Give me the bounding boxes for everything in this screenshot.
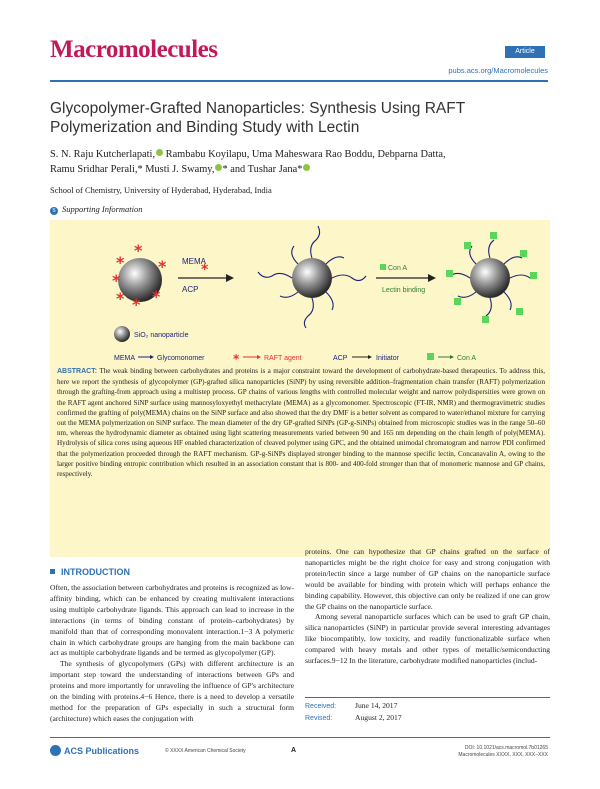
supporting-info-label: Supporting Information (62, 204, 143, 214)
revised-label: Revised: (305, 715, 333, 722)
acs-logo-icon (50, 745, 61, 756)
intro-paragraph: proteins. One can hypothesize that GP chains grafted on the surface of nanoparticles might be the right choice for easy and strong conjugation with protein/lectin since a large number of GP chains on the nanoparticle surface would be available for binding with protein which will perhaps enhance the binding capability. However, this objective can only be realized if one can grow the GP chains on the nanoparticle surface. (305, 547, 550, 611)
revised-date: August 2, 2017 (355, 713, 402, 722)
toc-cona-label: Con A (388, 265, 408, 272)
svg-text:*: * (233, 352, 240, 365)
toc-mema-label: MEMA (182, 257, 206, 266)
journal-url[interactable]: pubs.acs.org/Macromolecules (448, 66, 548, 75)
legend-glycomonomer: Glycomonomer (157, 355, 205, 362)
footer-rule (50, 737, 550, 738)
affiliation: School of Chemistry, University of Hyderabad, Hyderabad, India (50, 185, 272, 195)
received-dates (305, 700, 550, 724)
svg-text:*: * (152, 287, 161, 306)
author-line1b: Rambabu Koyilapu, Uma Maheswara Rao Boddu, Debparna Datta, (163, 149, 446, 160)
abstract-text (57, 366, 545, 479)
svg-text:*: * (158, 257, 167, 276)
section-heading-introduction (50, 567, 130, 577)
supporting-info-link[interactable] (50, 204, 143, 215)
author-list (50, 147, 550, 177)
svg-text:*: * (116, 289, 125, 308)
acs-publications-logo[interactable] (50, 745, 139, 756)
svg-text:*: * (201, 262, 209, 278)
legend-raft: RAFT agent (264, 355, 302, 362)
intro-paragraph: Often, the association between carbohydrates and proteins is recognized as low-affinity binding, which can be enhanced by creating multivalent interactions using multiple carbohydrate ligands. This approach can lead to increase in the interactions (in terms of binding constant of protein–carbohydrates) by manifold than that of corresponding monovalent interaction.1−3 A polymeric chain in which carbohydrate groups are hanging from the main backbone can act as multiple carbohydrate ligands and be termed as glycopolymer (GP). (50, 583, 294, 658)
received-label: Received: (305, 703, 337, 710)
page-number: A (291, 747, 297, 754)
toc-acp-label: ACP (182, 285, 199, 294)
legend-initiator: Initiator (376, 355, 399, 362)
article-badge: Article (505, 46, 545, 58)
section-heading-label: INTRODUCTION (61, 567, 130, 577)
author-line2: Ramu Sridhar Perali, (50, 164, 138, 175)
legend-cona: Con A (457, 355, 477, 362)
intro-paragraph: The synthesis of glycopolymers (GPs) with different architecture is an important step toward the understanding of interactions between GPs and proteins and more importantly for unraveling the influence of GP's architecture on the binding with proteins.4−6 Hence, there is a need to develop a versatile method for the preparation of GPs especially in such a structural form (architecture) which eases the conjugation with (50, 659, 294, 723)
toc-lectin-label: Lectin binding (382, 287, 426, 294)
doi-block (458, 745, 548, 759)
legend-acp: ACP (333, 355, 348, 362)
toc-graphic (50, 220, 550, 365)
publisher-name: ACS Publications (64, 746, 140, 756)
abstract-body: The weak binding between carbohydrates and proteins is a major constraint toward the development of carbohydrate-based therapeutics. To address this, here we report the synthesis of glycopolymer (GP)-grafted silica nanoparticles (SiNP) by using reversible addition–fragmentation chain transfer (RAFT) polymerization through the grafting-from approach using a multistep process. GP chains of various lengths with controlled molecular weight and narrow polydispersities were grown on the RAFT agent anchored SiNP surface using mannosyloxyethyl methacrylate (MEMA) as a glycomonomer. Spectroscopic (FT-IR, NMR) and thermogravimetric studies confirmed the grafting of poly(MEMA) chains on the SiNP surface and also showed that the dry DMF is a better solvent as compared to water/ethanol mixture for carrying out the MEMA polymerization on SiNP surface. The mean diameter of the dry GP-grafted SiNPs (GP-g-SiNPs) obtained from microscopic studies was in the range 50–60 nm, whereas the hydrodynamic diameter as obtained using light scattering measurements varied between 90 and 165 nm depending on the chain length of poly(MEMA). Hydrolysis of silica cores using aqueous HF enabled characterization of cleaved polymer using GPC, and the obtained unimodal chromatogram and narrow PDI confirmed that the polymerization proceeded through the RAFT mechanism. GP-g-SiNPs displayed stronger binding to the mannose specific lectin, Concanavalin A, owing to the larger positive binding entropic contribution which resulted in an association constant that is 800- and 400-fold stronger than that of monomeric mannose and GP chains, respectively. (57, 367, 545, 479)
author-line2b: * Musti J. Swamy, (137, 164, 215, 175)
doi-link[interactable]: DOI: 10.1021/acs.macromol.7b01265 (464, 745, 548, 751)
svg-text:*: * (132, 295, 141, 314)
section-square-icon (50, 569, 55, 574)
orcid-icon[interactable] (303, 164, 310, 171)
dates-rule (305, 697, 550, 698)
paper-title: Glycopolymer-Grafted Nanoparticles: Synthesis Using RAFT Polymerization and Binding Study with Lectin (50, 100, 465, 136)
header-rule (50, 80, 548, 82)
author-line2c: * and Tushar Jana (222, 164, 298, 175)
author-line2d: * (297, 164, 303, 175)
toc-sio2-label: SiO₂ nanoparticle (134, 332, 189, 339)
legend-mema: MEMA (114, 355, 135, 362)
left-column (50, 583, 294, 725)
author-line1: S. N. Raju Kutcherlapati, (50, 149, 156, 160)
abstract-label: ABSTRACT: (57, 368, 98, 375)
citation: Macromolecules XXXX, XXX, XXX−XXX (458, 752, 548, 758)
orcid-icon[interactable] (156, 149, 163, 156)
supporting-info-icon: S (50, 207, 58, 215)
right-column (305, 547, 550, 667)
svg-text:*: * (112, 271, 121, 290)
copyright: © XXXX American Chemical Society (165, 748, 246, 754)
received-date: June 14, 2017 (355, 701, 398, 710)
svg-text:*: * (116, 253, 125, 272)
svg-text:*: * (134, 241, 143, 260)
journal-title: Macromolecules (50, 36, 218, 63)
intro-paragraph: Among several nanoparticle surfaces which can be used to graft GP chain, silica nanoparticles (SiNP) in particular provide several interesting advantages like biocompatibly, low toxicity, and readily functionalizable surface when compared with heavy metals and other types of metallic/semiconducting surfaces.9−12 In the literature, carbohydrate modified nanoparticles (includ- (305, 612, 550, 666)
